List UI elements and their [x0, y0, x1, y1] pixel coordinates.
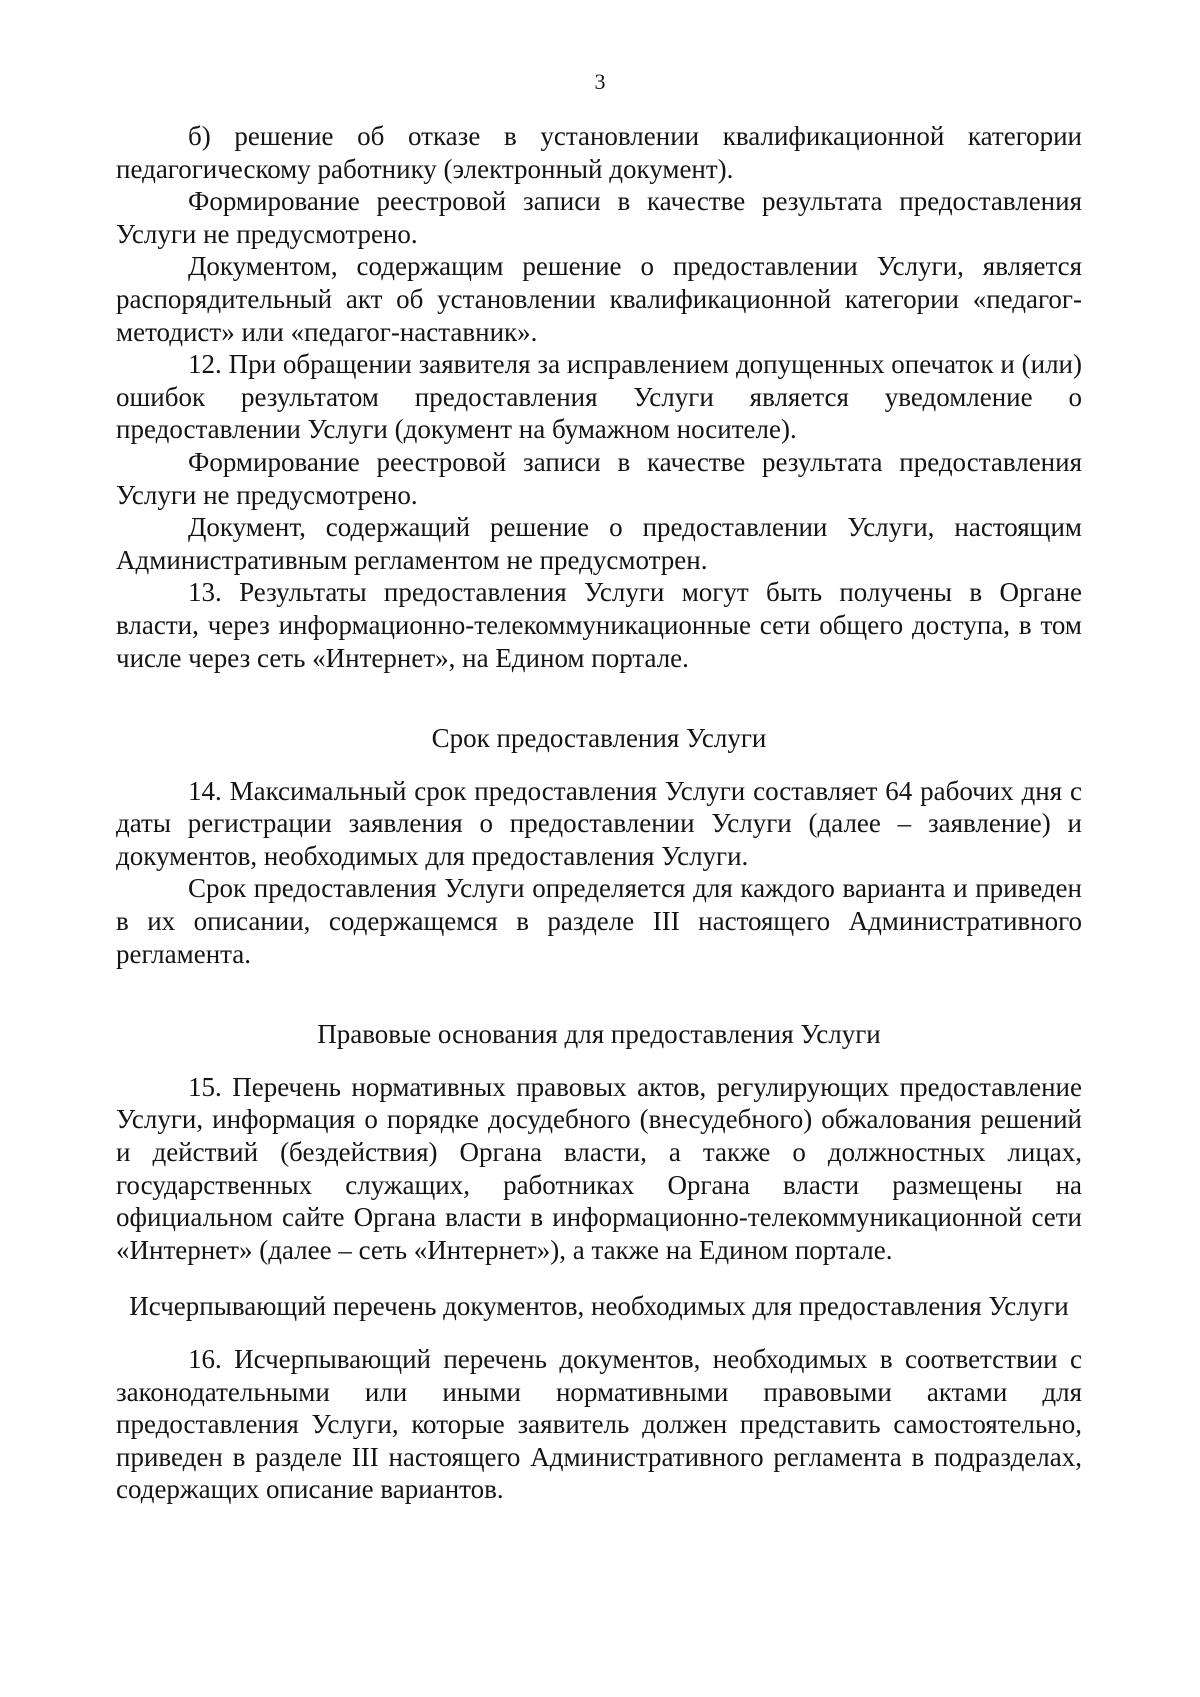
- paragraph-16-document-list: 16. Исчерпывающий перечень документов, необходимых в соответствии с законодательными или иными нормативными правовыми актами для предоставления Услуги, которые заявитель должен представить самостоятельно, приведен в разделе III настоящего Административного регламента в подразделах, содержащих описание вариантов.: [116, 1344, 1082, 1505]
- paragraph-registry-record-2: Формирование реестровой записи в качестве результата предоставления Услуги не предусмотрено.: [116, 446, 1082, 510]
- paragraph-document-not-provided: Документ, содержащий решение о предоставлении Услуги, настоящим Административным регламентом не предусмотрен.: [116, 512, 1082, 575]
- heading-service-term: Срок предоставления Услуги: [431, 723, 767, 754]
- paragraph-13-results: 13. Результаты предоставления Услуги могут быть получены в Органе власти, через информационно-телекоммуникационные сети общего доступа, в том числе через сеть «Интернет», на Едином портале.: [116, 577, 1082, 673]
- paragraph-decision-document: Документом, содержащим решение о предоставлении Услуги, является распорядительный акт об установлении квалификационной категории «педагог-методист» или «педагог-наставник».: [116, 251, 1082, 347]
- heading-legal-grounds: Правовые основания для предоставления Услуги: [317, 1019, 881, 1050]
- paragraph-15-legal-acts: 15. Перечень нормативных правовых актов, регулирующих предоставление Услуги, информация о порядке досудебного (внесудебного) обжалования решений и действий (бездействия) Органа власти, а также о должностных лицах, государственных служащих, работниках Органа власти размещены на официальном сайте Органа власти в информационно-телекоммуникационной сети «Интернет» (далее – сеть «Интернет»), а также на Едином портале.: [116, 1071, 1082, 1265]
- document-body: [116, 120, 1082, 1506]
- heading-required-documents: Исчерпывающий перечень документов, необходимых для предоставления Услуги: [129, 1291, 1069, 1322]
- paragraph-registry-record-1: Формирование реестровой записи в качестве результата предоставления Услуги не предусмотрено.: [116, 186, 1082, 249]
- page-number: 3: [594, 69, 606, 94]
- paragraph-14-max-term: 14. Максимальный срок предоставления Услуги составляет 64 рабочих дня с даты регистрации заявления о предоставлении Услуги (далее – заявление) и документов, необходимых для предоставления Услуги.: [116, 775, 1082, 871]
- paragraph-refusal-decision: б) решение об отказе в установлении квалификационной категории педагогическому работнику (электронный документ).: [116, 121, 1082, 184]
- paragraph-12-corrections: 12. При обращении заявителя за исправлением допущенных опечаток и (или) ошибок результатом предоставления Услуги является уведомление о предоставлении Услуги (документ на бумажном носителе).: [116, 349, 1082, 445]
- paragraph-term-by-variant: Срок предоставления Услуги определяется для каждого варианта и приведен в их описании, содержащемся в разделе III настоящего Административного регламента.: [116, 873, 1082, 969]
